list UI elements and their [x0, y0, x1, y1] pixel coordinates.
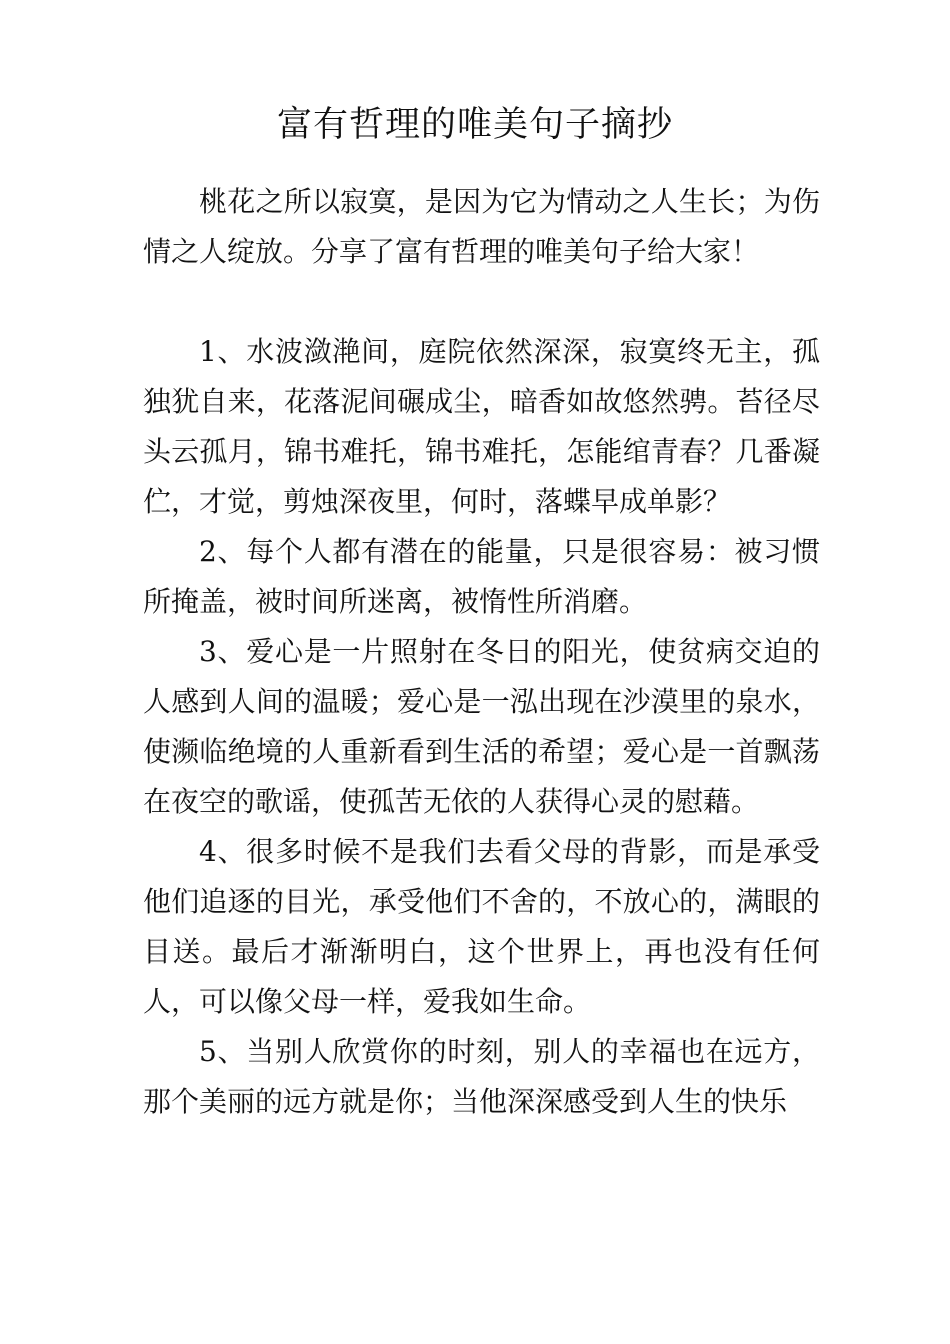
- intro-paragraph: 桃花之所以寂寞，是因为它为情动之人生长；为伤情之人绽放。分享了富有哲理的唯美句子给大家！: [143, 185, 820, 268]
- document-body: [143, 177, 820, 1127]
- paragraph-1: 1、水波潋滟间，庭院依然深深，寂寞终无主，孤独犹自来，花落泥间碾成尘，暗香如故悠然骋。苔径尽头云孤月，锦书难托，锦书难托，怎能绾青春？几番凝伫，才觉，剪烛深夜里，何时，落蝶早成单影？: [143, 335, 820, 518]
- paragraph-4: 4、很多时候不是我们去看父母的背影，而是承受他们追逐的目光，承受他们不舍的，不放心的，满眼的目送。最后才渐渐明白，这个世界上，再也没有任何人，可以像父母一样，爱我如生命。: [143, 835, 820, 1018]
- paragraph-3: 3、爱心是一片照射在冬日的阳光，使贫病交迫的人感到人间的温暖；爱心是一泓出现在沙漠里的泉水，使濒临绝境的人重新看到生活的希望；爱心是一首飘荡在夜空的歌谣，使孤苦无依的人获得心灵的慰藉。: [143, 635, 820, 818]
- paragraph-2: 2、每个人都有潜在的能量，只是很容易：被习惯所掩盖，被时间所迷离，被惰性所消磨。: [143, 535, 820, 618]
- document-title: 富有哲理的唯美句子摘抄: [276, 105, 673, 145]
- paragraph-5: 5、当别人欣赏你的时刻，别人的幸福也在远方，那个美丽的远方就是你；当他深深感受到人生的快乐: [143, 1035, 820, 1118]
